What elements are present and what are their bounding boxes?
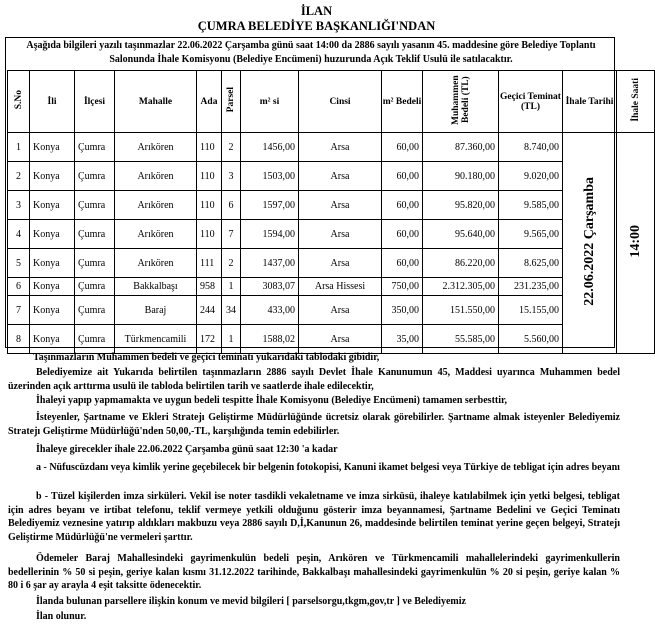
cell-ilce: Çumra bbox=[75, 133, 115, 162]
cell-mahalle: Türkmencamili bbox=[115, 325, 197, 354]
cell-cinsi: Arsa bbox=[299, 220, 382, 249]
cell-gecici: 5.560,00 bbox=[499, 325, 563, 354]
cell-ada: 172 bbox=[197, 325, 222, 354]
table-row bbox=[8, 220, 655, 249]
cell-sno: 8 bbox=[8, 325, 30, 354]
cell-cinsi: Arsa bbox=[299, 296, 382, 325]
cell-ada: 110 bbox=[197, 162, 222, 191]
table-header-row bbox=[8, 71, 655, 133]
paragraph-3: İhaleyi yapıp yapmamakta ve uygun bedeli tespitte İhale Komisyonu (Belediye Encümeni) tamamen serbesttir, bbox=[36, 395, 508, 406]
cell-m2-bedeli: 60,00 bbox=[382, 133, 423, 162]
parcel-table bbox=[7, 70, 655, 354]
cell-parsel: 3 bbox=[222, 162, 241, 191]
cell-m2-bedeli: 60,00 bbox=[382, 162, 423, 191]
header-sno: S.No bbox=[8, 71, 30, 133]
cell-cinsi: Arsa bbox=[299, 249, 382, 278]
ihale-time-cell: 14:00 bbox=[617, 133, 655, 354]
cell-cinsi: Arsa bbox=[299, 325, 382, 354]
header-cinsi: Cinsi bbox=[299, 71, 382, 133]
notice-title: İLAN bbox=[300, 4, 333, 18]
cell-il: Konya bbox=[30, 133, 75, 162]
cell-parsel: 1 bbox=[222, 325, 241, 354]
cell-sno: 4 bbox=[8, 220, 30, 249]
cell-sno: 5 bbox=[8, 249, 30, 278]
cell-parsel: 6 bbox=[222, 191, 241, 220]
cell-ilce: Çumra bbox=[75, 325, 115, 354]
cell-sno: 1 bbox=[8, 133, 30, 162]
cell-m2: 1456,00 bbox=[241, 133, 299, 162]
table-row bbox=[8, 296, 655, 325]
cell-cinsi: Arsa bbox=[299, 191, 382, 220]
cell-ada: 110 bbox=[197, 191, 222, 220]
cell-ilce: Çumra bbox=[75, 249, 115, 278]
cell-muhammen: 87.360,00 bbox=[423, 133, 499, 162]
cell-ilce: Çumra bbox=[75, 296, 115, 325]
header-mahalle: Mahalle bbox=[115, 71, 197, 133]
cell-gecici: 9.565,00 bbox=[499, 220, 563, 249]
cell-m2: 1597,00 bbox=[241, 191, 299, 220]
table-row bbox=[8, 278, 655, 296]
cell-ilce: Çumra bbox=[75, 278, 115, 296]
cell-gecici: 15.155,00 bbox=[499, 296, 563, 325]
cell-parsel: 1 bbox=[222, 278, 241, 296]
cell-gecici: 9.020,00 bbox=[499, 162, 563, 191]
cell-ilce: Çumra bbox=[75, 162, 115, 191]
cell-parsel: 7 bbox=[222, 220, 241, 249]
header-muhammen: Muhammen Bedeli (TL) bbox=[423, 71, 499, 133]
cell-m2: 1503,00 bbox=[241, 162, 299, 191]
cell-m2: 1588,02 bbox=[241, 325, 299, 354]
cell-m2: 433,00 bbox=[241, 296, 299, 325]
cell-m2-bedeli: 750,00 bbox=[382, 278, 423, 296]
cell-m2: 1437,00 bbox=[241, 249, 299, 278]
cell-il: Konya bbox=[30, 249, 75, 278]
cell-m2-bedeli: 60,00 bbox=[382, 249, 423, 278]
cell-mahalle: Arıkören bbox=[115, 249, 197, 278]
cell-il: Konya bbox=[30, 296, 75, 325]
cell-muhammen: 90.180,00 bbox=[423, 162, 499, 191]
cell-sno: 2 bbox=[8, 162, 30, 191]
cell-mahalle: Arıkören bbox=[115, 220, 197, 249]
table-row bbox=[8, 162, 655, 191]
cell-parsel: 2 bbox=[222, 133, 241, 162]
paragraph-2: Belediyemize ait Yukarıda belirtilen taşınmazların 2886 sayılı Devlet İhale Kanunumun 45, Maddesi uyarınca Muhammen bedel üzerinden açık arttırma usulü ile tabloda belirtilen tarih ve saatlerde ihale edilecektir, bbox=[8, 367, 620, 392]
cell-il: Konya bbox=[30, 220, 75, 249]
paragraph-8: Ödemeler Baraj Mahallesindeki gayrimenkulün bedeli peşin, Arıkören ve Türkmencamili mahallelerindeki gayrimenkullerin bedellerinin % 50 si peşin, geriye kalan kısmı 31.12.2022 tarihinde, Bakkalbaşı mahallesindeki gayrimenkulün % 20 si peşin, geriye kalan % 80 i 6 şar ay arayla 4 eşit taksitte ödenecektir. bbox=[8, 553, 620, 591]
cell-ada: 111 bbox=[197, 249, 222, 278]
cell-mahalle: Arıkören bbox=[115, 133, 197, 162]
cell-m2: 1594,00 bbox=[241, 220, 299, 249]
cell-ada: 244 bbox=[197, 296, 222, 325]
cell-m2-bedeli: 60,00 bbox=[382, 220, 423, 249]
cell-muhammen: 55.585,00 bbox=[423, 325, 499, 354]
cell-mahalle: Baraj bbox=[115, 296, 197, 325]
header-parsel: Parsel bbox=[222, 71, 241, 133]
cell-muhammen: 151.550,00 bbox=[423, 296, 499, 325]
cell-ada: 110 bbox=[197, 220, 222, 249]
cell-gecici: 9.585,00 bbox=[499, 191, 563, 220]
cell-sno: 3 bbox=[8, 191, 30, 220]
cell-muhammen: 95.820,00 bbox=[423, 191, 499, 220]
header-m2: m² si bbox=[241, 71, 299, 133]
table-row bbox=[8, 249, 655, 278]
cell-il: Konya bbox=[30, 325, 75, 354]
cell-muhammen: 95.640,00 bbox=[423, 220, 499, 249]
cell-gecici: 8.740,00 bbox=[499, 133, 563, 162]
paragraph-5: İhaleye girecekler ihale 22.06.2022 Çarşamba günü saat 12:30 'a kadar bbox=[36, 444, 338, 455]
cell-m2-bedeli: 35,00 bbox=[382, 325, 423, 354]
paragraph-4: İsteyenler, Şartname ve Ekleri Stratejı Geliştirme Müdürlüğünde ücretsiz olarak görebilirler. Şartname almak isteyenler Belediyemiz Stratejı Geliştirme Müdürlüğü'nden 50,00,-TL, karşılığında temin edebilirler. bbox=[8, 412, 620, 437]
cell-ilce: Çumra bbox=[75, 220, 115, 249]
header-m2-bedeli: m² Bedeli bbox=[382, 71, 423, 133]
cell-il: Konya bbox=[30, 191, 75, 220]
cell-mahalle: Bakkalbaşı bbox=[115, 278, 197, 296]
cell-ilce: Çumra bbox=[75, 191, 115, 220]
cell-ada: 110 bbox=[197, 133, 222, 162]
cell-il: Konya bbox=[30, 162, 75, 191]
header-gecici: Geçici Teminat (TL) bbox=[499, 71, 563, 133]
cell-m2-bedeli: 350,00 bbox=[382, 296, 423, 325]
cell-cinsi: Arsa bbox=[299, 162, 382, 191]
table-row bbox=[8, 191, 655, 220]
cell-mahalle: Arıkören bbox=[115, 191, 197, 220]
cell-muhammen: 86.220,00 bbox=[423, 249, 499, 278]
cell-sno: 7 bbox=[8, 296, 30, 325]
table-row bbox=[8, 133, 655, 162]
cell-parsel: 34 bbox=[222, 296, 241, 325]
municipality-subtitle: ÇUMRA BELEDİYE BAŞKANLIĞI'NDAN bbox=[197, 19, 436, 33]
paragraph-6: a - Nüfuscüzdanı veya kimlik yerine geçebilecek bir belgenin fotokopisi, Kanuni ikamet belgesi veya Türkiye de tebligat için adres beyanı bbox=[36, 462, 620, 473]
paragraph-10: İlan olunur. bbox=[36, 611, 87, 622]
paragraph-1: Taşınmazların Muhammen bedeli ve geçici teminatı yukarıdaki tablodaki gibidir, bbox=[33, 352, 380, 363]
header-ada: Ada bbox=[197, 71, 222, 133]
cell-cinsi: Arsa bbox=[299, 133, 382, 162]
intro-text: Aşağıda bilgileri yazılı taşınmazlar 22.06.2022 Çarşamba günü saat 14:00 da 2886 sayılı yasanın 45. maddesine göre Belediye Toplantı Salonunda İhale Komisyonu (Belediye Encümeni) huzurunda Açık Teklif Usulü ile satılacaktır. bbox=[26, 40, 596, 65]
cell-sno: 6 bbox=[8, 278, 30, 296]
header-il: İli bbox=[30, 71, 75, 133]
header-ihale-tarihi: İhale Tarihi bbox=[563, 71, 617, 133]
cell-mahalle: Arıkören bbox=[115, 162, 197, 191]
cell-parsel: 2 bbox=[222, 249, 241, 278]
cell-m2: 3083,07 bbox=[241, 278, 299, 296]
cell-gecici: 8.625,00 bbox=[499, 249, 563, 278]
header-ihale-saati: İhale Saati bbox=[617, 71, 655, 133]
header-ilce: İlçesi bbox=[75, 71, 115, 133]
cell-m2-bedeli: 60,00 bbox=[382, 191, 423, 220]
cell-muhammen: 2.312.305,00 bbox=[423, 278, 499, 296]
paragraph-9: İlanda bulunan parsellere ilişkin konum ve mevid bilgileri [ parselsorgu,tkgm,gov,tr ] ve Belediyemiz bbox=[36, 596, 466, 607]
cell-ada: 958 bbox=[197, 278, 222, 296]
cell-cinsi: Arsa Hissesi bbox=[299, 278, 382, 296]
paragraph-7: b - Tüzel kişilerden imza sirküleri. Vekil ise noter tasdikli vekaletname ve imza sirküsü, ihaleye katılabilmek için yetki belgesi, tebligat için adres beyanı ve irtibat telefonu, teklif vermeye yetkili olduğunu gösterir imza beyannamesi, Şartname Bedelini ve Geçici Teminatı Belediyemiz veznesine yatırıp aldıkları makbuzu veya 2886 sayılı D,İ,Kanunun 26, maddesinde belirtilen teminat yerine geçen belgeyi, Stratejı Geliştirme Müdürlüğü'ne vermeleri şarttır. bbox=[8, 491, 620, 543]
table-row bbox=[8, 325, 655, 354]
ihale-date-cell: 22.06.2022 Çarşamba bbox=[563, 133, 617, 354]
cell-il: Konya bbox=[30, 278, 75, 296]
cell-gecici: 231.235,00 bbox=[499, 278, 563, 296]
